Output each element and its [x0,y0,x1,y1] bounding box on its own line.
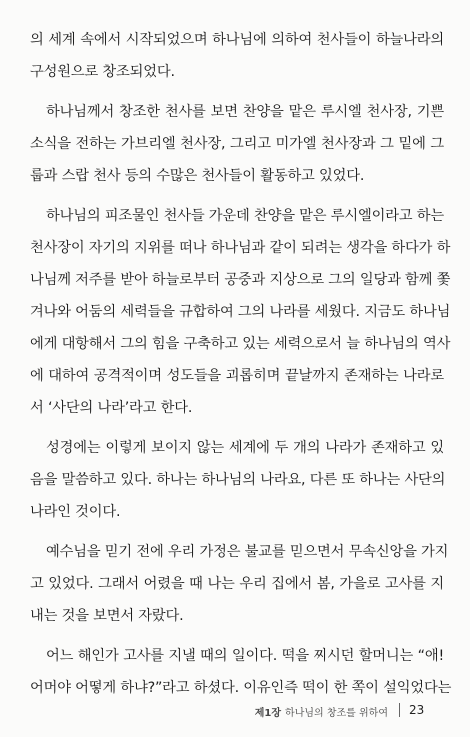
text-line: 에게 대항해서 그의 힘을 구축하고 있는 세력으로서 늘 하나님의 역사 [30,336,451,352]
chapter-number: 제1장 [254,708,282,719]
footer-divider [399,703,400,717]
text-line: 고 있었다. 그래서 어렸을 때 나는 우리 집에서 봄, 가을로 고사를 지 [30,576,444,592]
text-line: 하나님의 피조물인 천사들 가운데 찬양을 맡은 루시엘이라고 하는 [46,208,444,224]
text-line: 에 대하여 공격적이며 성도들을 괴롭히며 끝날까지 존재하는 나라로 [30,368,444,384]
page-footer [0,701,470,721]
text-line: 구성원으로 창조되었다. [30,64,175,80]
text-line: 나님께 저주를 받아 하늘로부터 공중과 지상으로 그의 일당과 함께 쫓 [30,272,451,288]
text-line: 서 ‘사단의 나라’라고 한다. [30,400,193,416]
chapter-title: 하나님의 창조를 위하여 [285,708,388,719]
text-line: 겨나와 어둠의 세력들을 규합하여 그의 나라를 세웠다. 지금도 하나님 [30,304,451,320]
text-line: 천사장이 자기의 지위를 떠나 하나님과 같이 되려는 생각을 하다가 하 [30,240,451,256]
text-line: 나라인 것이다. [30,504,121,520]
text-line: 어느 해인가 고사를 지낼 때의 일이다. 떡을 찌시던 할머니는 “애! [46,648,444,664]
text-line: 의 세계 속에서 시작되었으며 하나님에 의하여 천사들이 하늘나라의 [30,32,444,48]
text-line: 성경에는 이렇게 보이지 않는 세계에 두 개의 나라가 존재하고 있 [46,440,444,456]
text-line: 음을 말씀하고 있다. 하나는 하나님의 나라요, 다른 또 하나는 사단의 [30,472,446,488]
text-line: 내는 것을 보면서 자랐다. [30,608,184,624]
text-line: 소식을 전하는 가브리엘 천사장, 그리고 미가엘 천사장과 그 밑에 그 [30,136,444,152]
running-header [255,704,388,719]
text-line: 하나님께서 창조한 천사를 보면 찬양을 맡은 루시엘 천사장, 기쁜 [46,104,444,120]
text-line: 어머야 어떻게 하냐?”라고 하셨다. 이유인즉 떡이 한 쪽이 설익었다는 [30,680,452,696]
text-line: 예수님을 믿기 전에 우리 가정은 불교를 믿으면서 무속신앙을 가지 [46,544,449,560]
text-line: 룹과 스랍 천사 등의 수많은 천사들이 활동하고 있었다. [30,168,365,184]
page-number: 23 [409,703,425,717]
